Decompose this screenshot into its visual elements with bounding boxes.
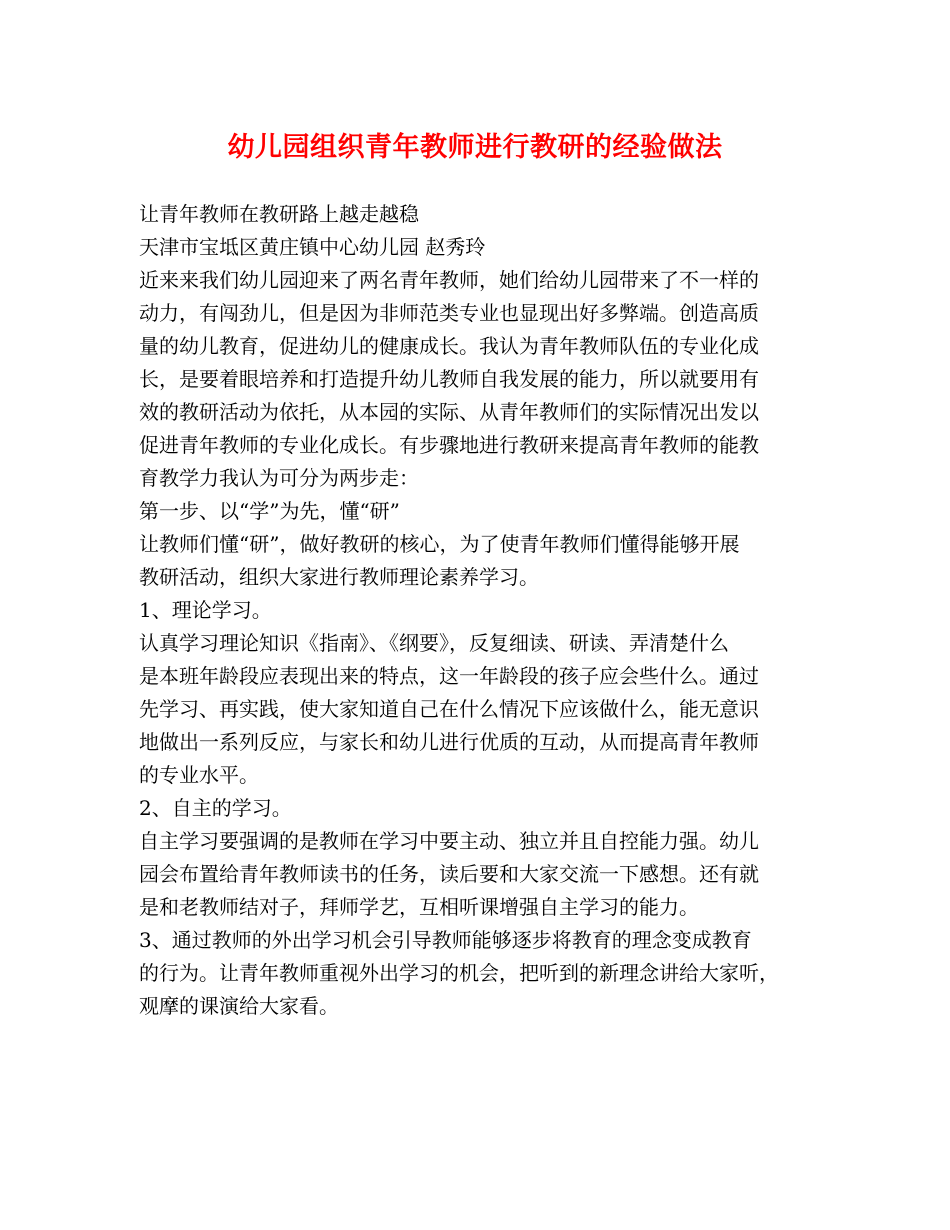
list-heading: 1、理论学习。 — [139, 598, 272, 622]
paragraph-line: 动力，有闯劲儿，但是因为非师范类专业也显现出好多弊端。创造高质 — [139, 301, 759, 325]
subtitle-line: 让青年教师在教研路上越走越稳 — [139, 202, 419, 226]
paragraph-line: 的专业水平。 — [139, 763, 259, 787]
paragraph-line: 量的幼儿教育，促进幼儿的健康成长。我认为青年教师队伍的专业化成 — [139, 334, 759, 358]
paragraph-line: 效的教研活动为依托，从本园的实际、从青年教师们的实际情况出发以 — [139, 400, 759, 424]
paragraph-line: 教研活动，组织大家进行教师理论素养学习。 — [139, 565, 539, 589]
paragraph-line: 育教学力我认为可分为两步走： — [139, 466, 419, 490]
paragraph-line: 地做出一系列反应，与家长和幼儿进行优质的互动，从而提高青年教师 — [139, 730, 759, 754]
paragraph-line: 是本班年龄段应表现出来的特点，这一年龄段的孩子应会些什么。通过 — [139, 664, 759, 688]
paragraph-line: 近来来我们幼儿园迎来了两名青年教师，她们给幼儿园带来了不一样的 — [139, 268, 759, 292]
paragraph-line: 是和老教师结对子，拜师学艺，互相听课增强自主学习的能力。 — [139, 895, 699, 919]
list-heading: 3、通过教师的外出学习机会引导教师能够逐步将教育的理念变成教育 — [139, 928, 752, 952]
author-line: 天津市宝坻区黄庄镇中心幼儿园 赵秀玲 — [139, 235, 486, 259]
section-heading: 第一步、以“学”为先，懂“研” — [139, 499, 400, 523]
paragraph-line: 观摩的课演给大家看。 — [139, 994, 339, 1018]
document-title: 幼儿园组织青年教师进行教研的经验做法 — [227, 132, 723, 163]
paragraph-line: 自主学习要强调的是教师在学习中要主动、独立并且自控能力强。幼儿 — [139, 829, 759, 853]
document-body — [139, 198, 819, 1023]
paragraph-line: 园会布置给青年教师读书的任务，读后要和大家交流一下感想。还有就 — [139, 862, 759, 886]
paragraph-line: 促进青年教师的专业化成长。有步骤地进行教研来提高青年教师的能教 — [139, 433, 759, 457]
paragraph-line: 先学习、再实践，使大家知道自己在什么情况下应该做什么，能无意识 — [139, 697, 759, 721]
paragraph-line: 长，是要着眼培养和打造提升幼儿教师自我发展的能力，所以就要用有 — [139, 367, 759, 391]
list-heading: 2、自主的学习。 — [139, 796, 292, 820]
paragraph-line: 的行为。让青年教师重视外出学习的机会，把听到的新理念讲给大家听， — [139, 961, 779, 985]
paragraph-line: 让教师们懂“研”，做好教研的核心，为了使青年教师们懂得能够开展 — [139, 532, 740, 556]
paragraph-line: 认真学习理论知识《指南》、《纲要》，反复细读、研读、弄清楚什么 — [139, 631, 729, 655]
